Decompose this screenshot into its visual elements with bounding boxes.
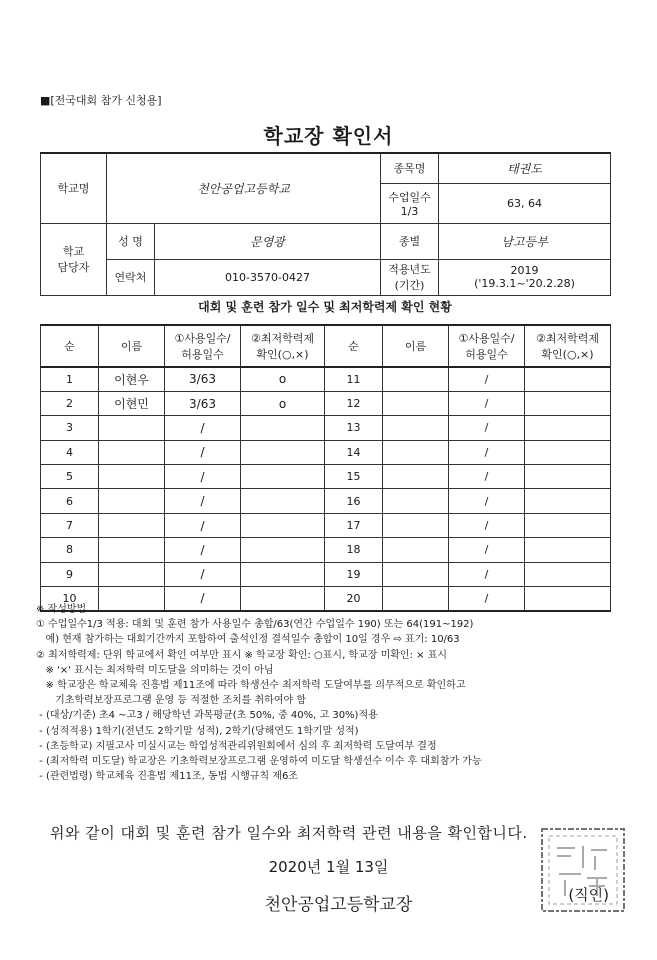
contact-value: 010-3570-0427 bbox=[155, 259, 381, 295]
row-no-right: 18 bbox=[325, 538, 383, 562]
class-days-label bbox=[381, 183, 439, 223]
table-row bbox=[41, 367, 611, 391]
name-value: 문영광 bbox=[155, 223, 381, 259]
table-row bbox=[41, 513, 611, 537]
row-name bbox=[99, 489, 165, 513]
row-mark-right bbox=[525, 562, 611, 586]
row-days-right: / bbox=[449, 587, 525, 611]
row-mark bbox=[241, 465, 325, 489]
signer-name: 천안공업고등학교장 bbox=[264, 895, 413, 915]
row-no: 7 bbox=[41, 513, 99, 537]
row-no-right: 11 bbox=[325, 367, 383, 391]
class-days-label-line2: 1/3 bbox=[400, 204, 419, 218]
row-days-right: / bbox=[449, 562, 525, 586]
confirmation-date: 2020년 1월 13일 bbox=[268, 858, 389, 876]
header-min-line1: ②최저학력제 bbox=[251, 332, 314, 345]
row-no: 10 bbox=[41, 587, 99, 611]
table-row bbox=[41, 391, 611, 415]
table-row bbox=[41, 416, 611, 440]
row-name-right bbox=[383, 440, 449, 464]
header-min bbox=[241, 325, 325, 367]
table-row bbox=[41, 440, 611, 464]
row-mark bbox=[241, 538, 325, 562]
row-days: 3/63 bbox=[165, 391, 241, 415]
header-name: 이름 bbox=[99, 325, 165, 367]
row-no: 6 bbox=[41, 489, 99, 513]
row-days: 3/63 bbox=[165, 367, 241, 391]
manager-label-line1: 학교 bbox=[62, 245, 85, 258]
row-days: / bbox=[165, 513, 241, 537]
row-mark bbox=[241, 440, 325, 464]
row-name bbox=[99, 465, 165, 489]
row-days: / bbox=[165, 440, 241, 464]
row-mark-right bbox=[525, 489, 611, 513]
row-days: / bbox=[165, 465, 241, 489]
note-line: ※ '×' 표시는 최저학력 미도달을 의미하는 것이 아님 bbox=[36, 664, 274, 676]
year-label bbox=[381, 259, 439, 295]
row-no-right: 14 bbox=[325, 440, 383, 464]
manager-label-line2: 담당자 bbox=[57, 261, 90, 274]
row-no-right: 13 bbox=[325, 416, 383, 440]
note-line: - (최저학력 미도달) 학교장은 기초학력보장프로그램 운영하여 미도달 학생선수 이수 후 대회참가 가능 bbox=[36, 756, 482, 768]
year-value-line1: 2019 bbox=[510, 264, 539, 277]
note-line: ※ 학교장은 학교체육 진흥법 제11조에 따라 학생선수 최저학력 도달여부를 의무적으로 확인하고 bbox=[36, 680, 466, 692]
row-mark bbox=[241, 562, 325, 586]
row-days-right: / bbox=[449, 367, 525, 391]
row-no-right: 12 bbox=[325, 391, 383, 415]
row-days-right: / bbox=[449, 440, 525, 464]
note-line: ※ 작성방법 bbox=[36, 604, 87, 615]
header-days-right bbox=[449, 325, 525, 367]
notes-section bbox=[36, 602, 626, 784]
manager-label bbox=[41, 223, 107, 295]
row-days-right: / bbox=[449, 465, 525, 489]
row-name: 이현민 bbox=[99, 391, 165, 415]
row-name-right bbox=[383, 465, 449, 489]
header-min-right bbox=[525, 325, 611, 367]
row-mark: o bbox=[241, 367, 325, 391]
table-row bbox=[41, 562, 611, 586]
row-no: 1 bbox=[41, 367, 99, 391]
note-line: - (관련법령) 학교체육 진흥법 제11조, 동법 시행규칙 제6조 bbox=[36, 771, 298, 783]
year-value-line2: ('19.3.1~'20.2.28) bbox=[474, 277, 575, 290]
contact-label: 연락처 bbox=[107, 259, 155, 295]
row-name-right bbox=[383, 513, 449, 537]
note-line: 기초학력보장프로그램 운영 등 적절한 조치를 취하여야 함 bbox=[36, 695, 306, 707]
header-days-right-line2: 허용일수 bbox=[465, 348, 508, 361]
seal-label: (직인) bbox=[568, 886, 609, 904]
school-value: 천안공업고등학교 bbox=[107, 153, 381, 223]
row-mark-right bbox=[525, 538, 611, 562]
year-label-line1: 적용년도 bbox=[388, 263, 431, 276]
row-no: 4 bbox=[41, 440, 99, 464]
row-name bbox=[99, 513, 165, 537]
row-name-right bbox=[383, 489, 449, 513]
document-title: 학교장 확인서 bbox=[263, 124, 394, 148]
row-name bbox=[99, 440, 165, 464]
row-days: / bbox=[165, 416, 241, 440]
row-days-right: / bbox=[449, 489, 525, 513]
row-mark-right bbox=[525, 367, 611, 391]
header-min-line2: 확인(○,×) bbox=[256, 348, 309, 361]
row-name bbox=[99, 562, 165, 586]
note-line: - (성적적용) 1학기(전년도 2학기말 성적), 2학기(당해연도 1학기말 성적) bbox=[36, 725, 359, 737]
category-label: 종별 bbox=[381, 223, 439, 259]
header-min-right-line2: 확인(○,×) bbox=[541, 348, 594, 361]
header-days-line2: 허용일수 bbox=[181, 348, 224, 361]
row-no: 9 bbox=[41, 562, 99, 586]
year-value bbox=[439, 259, 611, 295]
row-no: 3 bbox=[41, 416, 99, 440]
note-line: - (초등학교) 지필고사 미실시교는 학업성적관리위원회에서 심의 후 최저학력 도달여부 결정 bbox=[36, 740, 437, 752]
table-row bbox=[41, 465, 611, 489]
sport-label: 종목명 bbox=[381, 153, 439, 183]
row-no: 2 bbox=[41, 391, 99, 415]
header-min-right-line1: ②최저학력제 bbox=[536, 332, 599, 345]
row-mark bbox=[241, 489, 325, 513]
row-name-right bbox=[383, 367, 449, 391]
row-name-right bbox=[383, 562, 449, 586]
row-mark-right bbox=[525, 440, 611, 464]
note-line: - (대상/기준) 초4 ~고3 / 해당학년 과목평균(초 50%, 중 40%, 고 30%)적용 bbox=[36, 710, 378, 722]
note-line: 예) 현재 참가하는 대회기간까지 포함하여 출석인정 결석일수 총합이 10일 경우 ⇨ 표기: 10/63 bbox=[36, 634, 460, 646]
class-days-value: 63, 64 bbox=[439, 183, 611, 223]
name-label: 성 명 bbox=[107, 223, 155, 259]
row-mark-right bbox=[525, 391, 611, 415]
row-no: 8 bbox=[41, 538, 99, 562]
row-name-right bbox=[383, 538, 449, 562]
row-name bbox=[99, 416, 165, 440]
row-days-right: / bbox=[449, 513, 525, 537]
row-mark-right bbox=[525, 465, 611, 489]
sport-value: 태권도 bbox=[439, 153, 611, 183]
participation-table bbox=[40, 324, 611, 612]
row-no-right: 16 bbox=[325, 489, 383, 513]
row-no-right: 17 bbox=[325, 513, 383, 537]
row-name-right bbox=[383, 391, 449, 415]
row-days: / bbox=[165, 587, 241, 611]
confirmation-text: 위와 같이 대회 및 훈련 참가 일수와 최저학력 관련 내용을 확인합니다. bbox=[50, 824, 528, 842]
school-label: 학교명 bbox=[41, 153, 107, 223]
row-no-right: 19 bbox=[325, 562, 383, 586]
table-row bbox=[41, 489, 611, 513]
header-days-right-line1: ①사용일수/ bbox=[458, 332, 515, 345]
row-name bbox=[99, 538, 165, 562]
year-label-line2: (기간) bbox=[394, 279, 425, 292]
class-days-label-line1: 수업일수 bbox=[388, 190, 431, 204]
table-row bbox=[41, 538, 611, 562]
row-days-right: / bbox=[449, 538, 525, 562]
row-name-right bbox=[383, 416, 449, 440]
row-no: 5 bbox=[41, 465, 99, 489]
row-mark bbox=[241, 416, 325, 440]
row-days-right: / bbox=[449, 391, 525, 415]
row-days: / bbox=[165, 562, 241, 586]
row-days-right: / bbox=[449, 416, 525, 440]
row-mark: o bbox=[241, 391, 325, 415]
row-mark bbox=[241, 513, 325, 537]
header-days-line1: ①사용일수/ bbox=[174, 332, 231, 345]
note-line: ② 최저학력제: 단위 학교에서 확인 여부만 표시 ※ 학교장 확인: ○표시, 학교장 미확인: × 표시 bbox=[36, 649, 448, 661]
header-name-right: 이름 bbox=[383, 325, 449, 367]
header-days bbox=[165, 325, 241, 367]
row-mark-right bbox=[525, 416, 611, 440]
header-no-right: 순 bbox=[325, 325, 383, 367]
section-title: 대회 및 훈련 참가 일수 및 최저학력제 확인 현황 bbox=[198, 300, 452, 314]
note-line: ① 수업일수1/3 적용: 대회 및 훈련 참가 사용일수 총합/63(연간 수업일수 190) 또는 64(191~192) bbox=[36, 619, 474, 631]
row-days: / bbox=[165, 538, 241, 562]
category-value: 남고등부 bbox=[439, 223, 611, 259]
row-no-right: 15 bbox=[325, 465, 383, 489]
info-table bbox=[40, 152, 611, 296]
row-name: 이현우 bbox=[99, 367, 165, 391]
row-no-right: 20 bbox=[325, 587, 383, 611]
header-no: 순 bbox=[41, 325, 99, 367]
form-type-tag: ■[전국대회 참가 신청용] bbox=[40, 94, 162, 107]
row-mark-right bbox=[525, 513, 611, 537]
row-days: / bbox=[165, 489, 241, 513]
